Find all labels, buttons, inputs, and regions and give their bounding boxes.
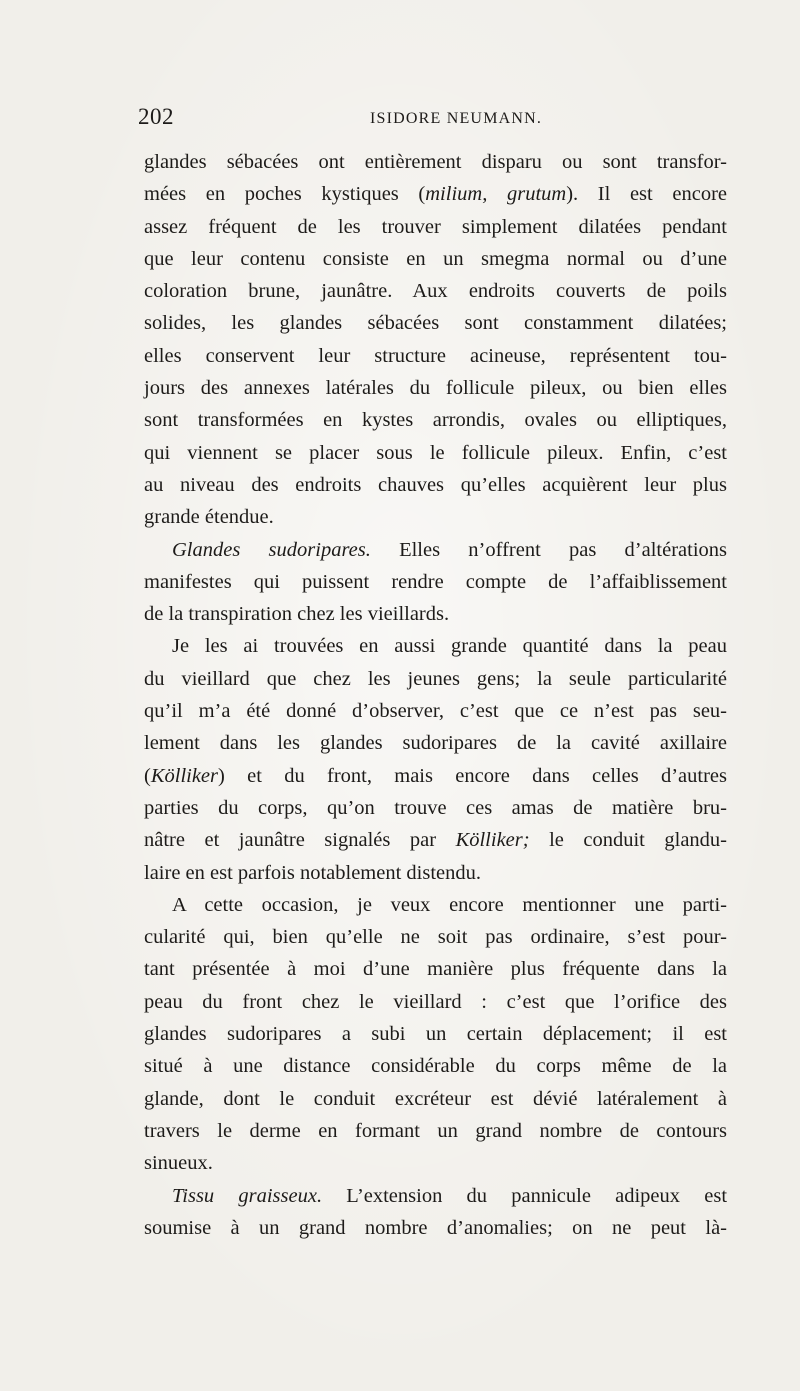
text-line: qui viennent se placer sous le follicule pileux. Enfin, c’est xyxy=(144,441,727,464)
text-line: manifestes qui puissent rendre compte de l’affaiblissement xyxy=(144,570,727,593)
running-head: ISIDORE NEUMANN. xyxy=(370,110,543,127)
text-line: jours des annexes latérales du follicule pileux, ou bien elles xyxy=(144,377,727,400)
text-line: sinueux. xyxy=(144,1152,213,1175)
text-line: nâtre et jaunâtre signalés par Kölliker; le conduit glandu- xyxy=(144,829,728,852)
section-heading: Tissu graisseux. xyxy=(172,1184,323,1207)
text-line: glandes sudoripares a subi un certain déplacement; il est xyxy=(144,1023,727,1046)
text-line: assez fréquent de les trouver simplement dilatées pendant xyxy=(144,215,727,238)
section-heading: Glandes sudoripares. xyxy=(172,538,371,561)
text-line: coloration brune, jaunâtre. Aux endroits couverts de poils xyxy=(144,280,727,303)
text-line: elles conservent leur structure acineuse, représentent tou- xyxy=(144,344,727,367)
text-line: solides, les glandes sébacées sont constamment dilatées; xyxy=(144,312,727,335)
text-line: glandes sébacées ont entièrement disparu ou sont transfor- xyxy=(144,151,727,173)
body-text xyxy=(144,146,727,1244)
page-header xyxy=(138,104,728,134)
text-line: sont transformées en kystes arrondis, ovales ou elliptiques, xyxy=(144,409,727,432)
text-line: situé à une distance considérable du corps même de la xyxy=(144,1055,727,1078)
text-line: (Kölliker) et du front, mais encore dans celles d’autres xyxy=(144,764,727,787)
text-line: Je les ai trouvées en aussi grande quantité dans la peau xyxy=(172,635,727,658)
text-line: au niveau des endroits chauves qu’elles acquièrent leur plus xyxy=(144,473,727,496)
section-heading-line: Glandes sudoripares. Elles n’offrent pas d’altérations xyxy=(172,538,727,561)
text-line: tant présentée à moi d’une manière plus fréquente dans la xyxy=(144,958,727,981)
section-heading-line: Tissu graisseux. L’extension du pannicule adipeux est xyxy=(172,1184,728,1207)
text-line: qu’il m’a été donné d’observer, c’est que ce n’est pas seu- xyxy=(144,700,727,723)
text-line: soumise à un grand nombre d’anomalies; on ne peut là- xyxy=(144,1216,727,1239)
text-line: de la transpiration chez les vieillards. xyxy=(144,603,450,626)
italic-author: Kölliker xyxy=(150,764,219,787)
text-line: lement dans les glandes sudoripares de la cavité axillaire xyxy=(144,732,727,755)
italic-author: Kölliker; xyxy=(455,829,530,852)
text-line: A cette occasion, je veux encore mentionner une parti- xyxy=(172,893,727,916)
text-line: que leur contenu consiste en un smegma normal ou d’une xyxy=(144,247,727,270)
text-line: du vieillard que chez les jeunes gens; la seule particularité xyxy=(144,667,727,690)
italic-term: milium, grutum xyxy=(425,183,567,206)
text-line: peau du front chez le vieillard : c’est que l’orifice des xyxy=(144,990,727,1013)
text-line: travers le derme en formant un grand nombre de contours xyxy=(144,1119,727,1142)
text-line: grande étendue. xyxy=(144,506,274,529)
text-line: glande, dont le conduit excréteur est dévié latéralement à xyxy=(144,1087,727,1110)
text-line: cularité qui, bien qu’elle ne soit pas ordinaire, s’est pour- xyxy=(144,926,727,949)
page-number: 202 xyxy=(138,104,174,129)
text-line: mées en poches kystiques (milium, grutum). Il est encore xyxy=(144,183,728,206)
text-line: parties du corps, qu’on trouve ces amas de matière bru- xyxy=(144,796,727,819)
text-line: laire en est parfois notablement distendu. xyxy=(144,861,482,884)
